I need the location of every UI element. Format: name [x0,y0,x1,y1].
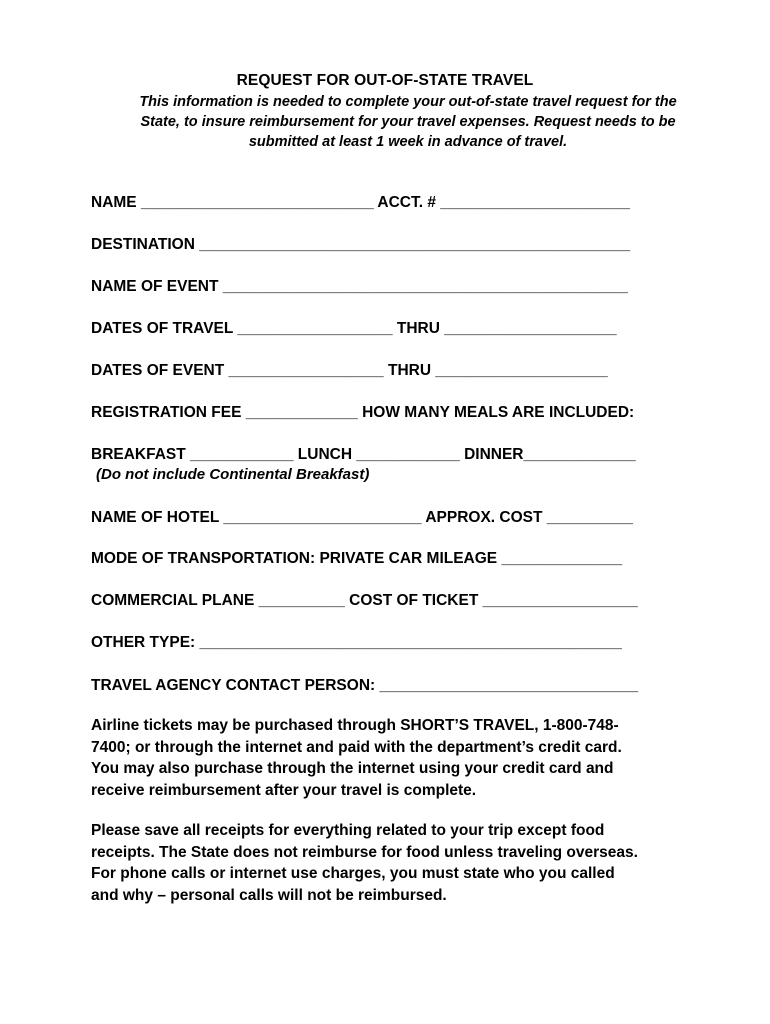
paragraph-line: Airline tickets may be purchased through SHORT’S TRAVEL, 1-800-748- [91,717,619,734]
other-type-line[interactable]: OTHER TYPE: _________________________________________________ [91,634,622,651]
paragraph-line: 7400; or through the internet and paid with the department’s credit card. [91,738,622,756]
commercial-plane-line[interactable]: COMMERCIAL PLANE __________ COST OF TICKET __________________ [91,592,638,609]
paragraph-line: For phone calls or internet use charges, you must state who you called [91,865,615,882]
form-title: REQUEST FOR OUT-OF-STATE TRAVEL [236,72,534,89]
event-name-line[interactable]: NAME OF EVENT _______________________________________________ [91,278,628,295]
paragraph-line: receipts. The State does not reimburse for food unless traveling overseas. [91,843,638,861]
receipts-paragraph [91,820,731,906]
registration-fee-line[interactable]: REGISTRATION FEE _____________ HOW MANY MEALS ARE INCLUDED: [91,404,635,421]
paragraph-line: Please save all receipts for everything related to your trip except food [91,822,605,839]
transportation-line[interactable]: MODE OF TRANSPORTATION: PRIVATE CAR MILEAGE ______________ [91,550,623,567]
airline-tickets-paragraph [91,715,731,801]
name-acct-line[interactable]: NAME ___________________________ ACCT. # ______________________ [91,194,630,211]
intro-line: This information is needed to complete your out-of-state travel request for the [139,94,677,110]
intro-line: State, to insure reimbursement for your travel expenses. Request needs to be [140,114,676,130]
paragraph-line: You may also purchase through the internet using your credit card and [91,760,614,777]
paragraph-line: and why – personal calls will not be reimbursed. [91,886,447,904]
intro-line: submitted at least 1 week in advance of travel. [248,134,568,150]
meals-note: (Do not include Continental Breakfast) [96,466,370,483]
paragraph-line: receive reimbursement after your travel is complete. [91,781,477,799]
form-intro [92,92,724,152]
hotel-line[interactable]: NAME OF HOTEL _______________________ APPROX. COST __________ [91,509,633,526]
dates-of-travel-line[interactable]: DATES OF TRAVEL __________________ THRU ____________________ [91,320,617,337]
dates-of-event-line[interactable]: DATES OF EVENT __________________ THRU ____________________ [91,362,608,379]
travel-agency-line[interactable]: TRAVEL AGENCY CONTACT PERSON: ______________________________ [91,677,639,694]
meals-line[interactable]: BREAKFAST ____________ LUNCH ____________ DINNER_____________ [91,446,636,463]
destination-line[interactable]: DESTINATION __________________________________________________ [91,236,631,253]
